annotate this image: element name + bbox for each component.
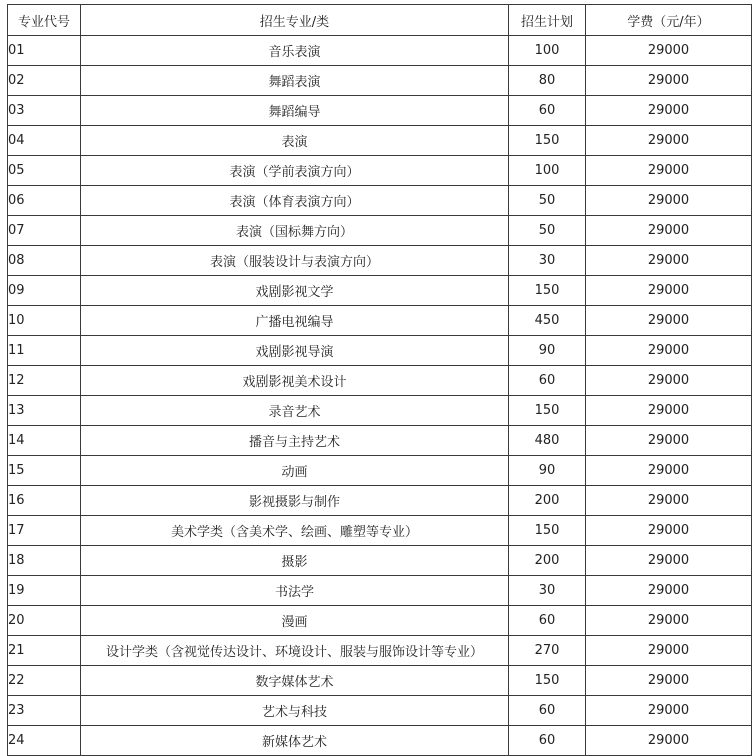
enrollment-plan-cell: 200 bbox=[509, 546, 586, 576]
major-name-cell: 戏剧影视美术设计 bbox=[81, 366, 509, 396]
table-row bbox=[8, 456, 752, 486]
table-row bbox=[8, 606, 752, 636]
enrollment-plan-cell: 150 bbox=[509, 396, 586, 426]
enrollment-plan-cell: 100 bbox=[509, 156, 586, 186]
major-code-cell: 17 bbox=[8, 516, 81, 546]
tuition-cell: 29000 bbox=[586, 276, 752, 306]
major-name-cell: 动画 bbox=[81, 456, 509, 486]
enrollment-plan-cell: 150 bbox=[509, 516, 586, 546]
table-row bbox=[8, 216, 752, 246]
major-code-cell: 09 bbox=[8, 276, 81, 306]
tuition-cell: 29000 bbox=[586, 666, 752, 696]
major-name-cell: 美术学类（含美术学、绘画、雕塑等专业） bbox=[81, 516, 509, 546]
major-code-cell: 11 bbox=[8, 336, 81, 366]
table-row bbox=[8, 696, 752, 726]
table-row bbox=[8, 666, 752, 696]
major-code-cell: 08 bbox=[8, 246, 81, 276]
header-tuition: 学费（元/年） bbox=[586, 5, 752, 36]
enrollment-plan-cell: 30 bbox=[509, 246, 586, 276]
enrollment-plan-cell: 60 bbox=[509, 96, 586, 126]
major-name-cell: 戏剧影视文学 bbox=[81, 276, 509, 306]
table-row bbox=[8, 636, 752, 666]
table-row bbox=[8, 36, 752, 66]
tuition-cell: 29000 bbox=[586, 96, 752, 126]
major-code-cell: 04 bbox=[8, 126, 81, 156]
tuition-cell: 29000 bbox=[586, 696, 752, 726]
major-name-cell: 表演（国标舞方向） bbox=[81, 216, 509, 246]
tuition-cell: 29000 bbox=[586, 426, 752, 456]
major-name-cell: 影视摄影与制作 bbox=[81, 486, 509, 516]
enrollment-plan-cell: 100 bbox=[509, 36, 586, 66]
tuition-cell: 29000 bbox=[586, 156, 752, 186]
major-code-cell: 20 bbox=[8, 606, 81, 636]
tuition-cell: 29000 bbox=[586, 636, 752, 666]
major-code-cell: 01 bbox=[8, 36, 81, 66]
major-code-cell: 21 bbox=[8, 636, 81, 666]
major-code-cell: 13 bbox=[8, 396, 81, 426]
major-code-cell: 23 bbox=[8, 696, 81, 726]
major-name-cell: 舞蹈表演 bbox=[81, 66, 509, 96]
tuition-cell: 29000 bbox=[586, 516, 752, 546]
major-name-cell: 表演（学前表演方向） bbox=[81, 156, 509, 186]
enrollment-plan-cell: 60 bbox=[509, 696, 586, 726]
major-code-cell: 15 bbox=[8, 456, 81, 486]
table-row bbox=[8, 156, 752, 186]
table-row bbox=[8, 426, 752, 456]
major-name-cell: 新媒体艺术 bbox=[81, 726, 509, 756]
enrollment-plan-cell: 60 bbox=[509, 366, 586, 396]
tuition-cell: 29000 bbox=[586, 186, 752, 216]
major-code-cell: 22 bbox=[8, 666, 81, 696]
table-row bbox=[8, 306, 752, 336]
major-name-cell: 表演（服装设计与表演方向） bbox=[81, 246, 509, 276]
major-name-cell: 戏剧影视导演 bbox=[81, 336, 509, 366]
enrollment-plan-cell: 80 bbox=[509, 66, 586, 96]
header-enrollment-plan: 招生计划 bbox=[509, 5, 586, 36]
tuition-cell: 29000 bbox=[586, 396, 752, 426]
enrollment-plan-cell: 270 bbox=[509, 636, 586, 666]
major-name-cell: 音乐表演 bbox=[81, 36, 509, 66]
enrollment-plan-cell: 90 bbox=[509, 336, 586, 366]
table-row bbox=[8, 186, 752, 216]
major-name-cell: 漫画 bbox=[81, 606, 509, 636]
tuition-cell: 29000 bbox=[586, 306, 752, 336]
tuition-cell: 29000 bbox=[586, 216, 752, 246]
major-name-cell: 书法学 bbox=[81, 576, 509, 606]
major-code-cell: 06 bbox=[8, 186, 81, 216]
tuition-cell: 29000 bbox=[586, 546, 752, 576]
header-major-code: 专业代号 bbox=[8, 5, 81, 36]
major-name-cell: 表演 bbox=[81, 126, 509, 156]
enrollment-plan-cell: 30 bbox=[509, 576, 586, 606]
enrollment-plan-cell: 480 bbox=[509, 426, 586, 456]
tuition-cell: 29000 bbox=[586, 246, 752, 276]
major-code-cell: 07 bbox=[8, 216, 81, 246]
table-row bbox=[8, 366, 752, 396]
major-name-cell: 数字媒体艺术 bbox=[81, 666, 509, 696]
header-row bbox=[8, 5, 752, 36]
table-row bbox=[8, 726, 752, 756]
table-row bbox=[8, 516, 752, 546]
table-row bbox=[8, 336, 752, 366]
major-code-cell: 02 bbox=[8, 66, 81, 96]
enrollment-plan-cell: 50 bbox=[509, 186, 586, 216]
table-body bbox=[8, 36, 752, 756]
admissions-table bbox=[7, 4, 752, 756]
enrollment-plan-cell: 90 bbox=[509, 456, 586, 486]
tuition-cell: 29000 bbox=[586, 366, 752, 396]
enrollment-plan-cell: 60 bbox=[509, 606, 586, 636]
enrollment-plan-cell: 450 bbox=[509, 306, 586, 336]
tuition-cell: 29000 bbox=[586, 126, 752, 156]
major-code-cell: 19 bbox=[8, 576, 81, 606]
major-code-cell: 16 bbox=[8, 486, 81, 516]
major-name-cell: 艺术与科技 bbox=[81, 696, 509, 726]
table-row bbox=[8, 126, 752, 156]
major-code-cell: 12 bbox=[8, 366, 81, 396]
major-name-cell: 广播电视编导 bbox=[81, 306, 509, 336]
major-code-cell: 14 bbox=[8, 426, 81, 456]
major-name-cell: 播音与主持艺术 bbox=[81, 426, 509, 456]
header-major-name: 招生专业/类 bbox=[81, 5, 509, 36]
tuition-cell: 29000 bbox=[586, 36, 752, 66]
major-name-cell: 录音艺术 bbox=[81, 396, 509, 426]
tuition-cell: 29000 bbox=[586, 66, 752, 96]
table-row bbox=[8, 396, 752, 426]
table-row bbox=[8, 576, 752, 606]
enrollment-plan-cell: 150 bbox=[509, 126, 586, 156]
major-code-cell: 18 bbox=[8, 546, 81, 576]
enrollment-plan-cell: 150 bbox=[509, 666, 586, 696]
table-row bbox=[8, 486, 752, 516]
enrollment-plan-cell: 50 bbox=[509, 216, 586, 246]
major-name-cell: 表演（体育表演方向） bbox=[81, 186, 509, 216]
table-row bbox=[8, 276, 752, 306]
major-name-cell: 设计学类（含视觉传达设计、环境设计、服装与服饰设计等专业） bbox=[81, 636, 509, 666]
major-code-cell: 10 bbox=[8, 306, 81, 336]
enrollment-plan-cell: 200 bbox=[509, 486, 586, 516]
enrollment-plan-cell: 60 bbox=[509, 726, 586, 756]
tuition-cell: 29000 bbox=[586, 486, 752, 516]
tuition-cell: 29000 bbox=[586, 336, 752, 366]
tuition-cell: 29000 bbox=[586, 726, 752, 756]
major-name-cell: 摄影 bbox=[81, 546, 509, 576]
major-name-cell: 舞蹈编导 bbox=[81, 96, 509, 126]
table-row bbox=[8, 246, 752, 276]
major-code-cell: 05 bbox=[8, 156, 81, 186]
enrollment-plan-cell: 150 bbox=[509, 276, 586, 306]
table-row bbox=[8, 546, 752, 576]
major-code-cell: 03 bbox=[8, 96, 81, 126]
table-row bbox=[8, 96, 752, 126]
tuition-cell: 29000 bbox=[586, 576, 752, 606]
table-row bbox=[8, 66, 752, 96]
major-code-cell: 24 bbox=[8, 726, 81, 756]
table-header bbox=[8, 5, 752, 36]
tuition-cell: 29000 bbox=[586, 606, 752, 636]
tuition-cell: 29000 bbox=[586, 456, 752, 486]
